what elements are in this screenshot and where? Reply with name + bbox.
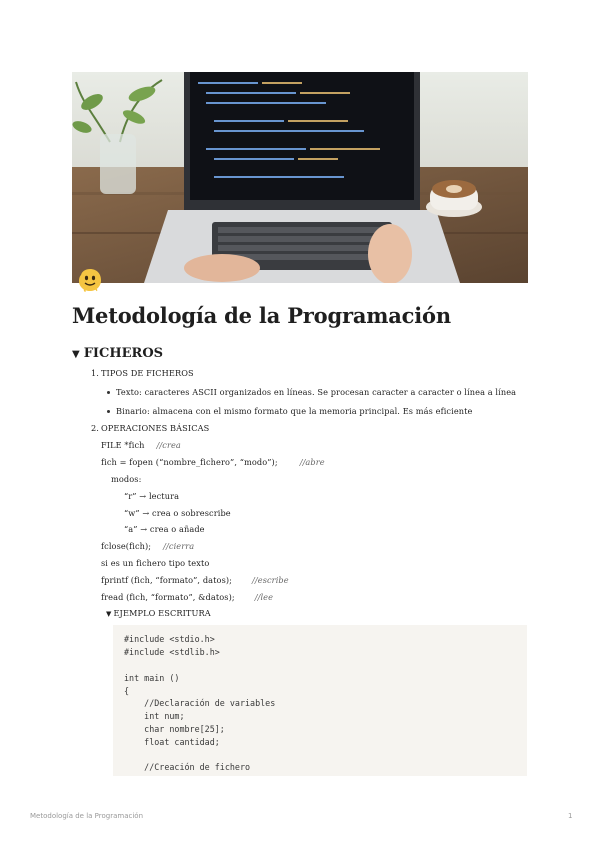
list-item: Binario: almacena con el mismo formato que la memoria principal. Es más eficiente (116, 406, 473, 416)
code-text: fclose(fich); (101, 541, 152, 551)
list-number: 2. (91, 423, 99, 433)
section-heading-label: FICHEROS (83, 346, 164, 361)
code-line: #include <stdio.h> (124, 634, 215, 644)
code-line: { (124, 686, 130, 696)
modo-w: “w” → crea o sobrescribe (124, 508, 231, 518)
code-text: fich = fopen (“nombre_fichero”, “modo”); (101, 457, 278, 467)
list-item: Texto: caracteres ASCII organizados en líneas. Se procesan caracter a caracter o línea a línea (116, 387, 517, 397)
bullet-dot (107, 391, 110, 394)
smiling-face-icon (76, 266, 104, 294)
code-line: //Creación de fichero (124, 762, 251, 772)
bullet-dot (107, 410, 110, 413)
code-comment: //cierra (163, 541, 195, 551)
code-comment: //lee (254, 592, 274, 602)
code-line: float cantidad; (124, 737, 220, 747)
ejemplo-toggle-heading[interactable] (106, 608, 211, 618)
footer-page-number: 1 (568, 812, 573, 820)
section-heading-ficheros[interactable] (72, 346, 163, 361)
code-line: int main () (124, 673, 180, 683)
fread-line (101, 592, 273, 602)
file-declaration-line (101, 440, 181, 450)
code-comment: //abre (299, 457, 325, 467)
fclose-line (101, 541, 194, 551)
cover-image (72, 72, 528, 283)
code-line: int num; (124, 711, 185, 721)
code-line: #include <stdlib.h> (124, 647, 220, 657)
list-number: 1. (91, 368, 99, 378)
footer-title: Metodología de la Programación (30, 812, 144, 820)
tipos-heading: TIPOS DE FICHEROS (101, 368, 194, 378)
code-text: FILE *fich (101, 440, 145, 450)
page-title: Metodología de la Programación (72, 303, 451, 328)
code-text: fprintf (fich, “formato”, datos); (101, 575, 233, 585)
operaciones-heading: OPERACIONES BÁSICAS (101, 423, 210, 433)
modos-label: modos: (111, 474, 142, 484)
code-line: char nombre[25]; (124, 724, 225, 734)
texto-note: si es un fichero tipo texto (101, 558, 210, 568)
fprintf-line (101, 575, 289, 585)
code-comment: //escribe (252, 575, 289, 585)
fopen-line (101, 457, 325, 467)
code-comment: //crea (156, 440, 181, 450)
toggle-triangle-icon[interactable]: ▼ (106, 610, 112, 618)
code-line: //Declaración de variables (124, 698, 276, 708)
toggle-triangle-icon[interactable]: ▼ (72, 349, 80, 360)
modo-a: “a” → crea o añade (124, 524, 205, 534)
modo-r: “r” → lectura (124, 491, 180, 501)
ejemplo-heading-label: EJEMPLO ESCRITURA (113, 608, 211, 618)
code-text: fread (fich, “formato”, &datos); (101, 592, 235, 602)
